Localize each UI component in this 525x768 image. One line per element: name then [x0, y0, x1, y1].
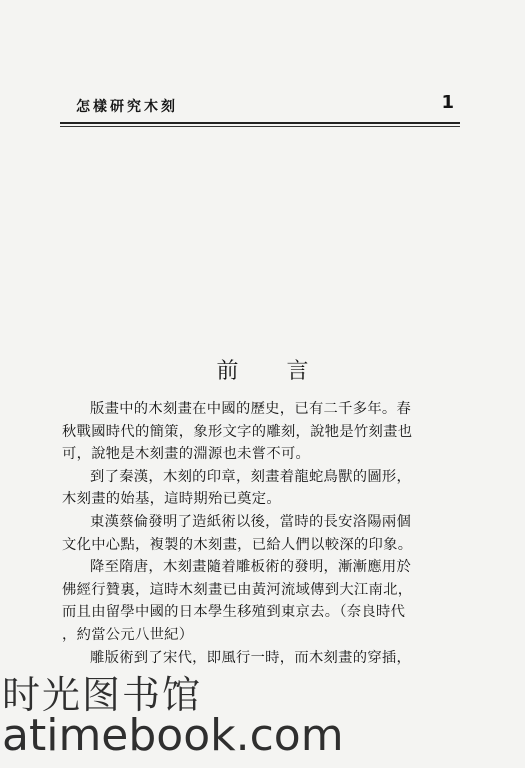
- paragraph-line: 可，說牠是木刻畫的淵源也未嘗不可。: [62, 446, 311, 463]
- paragraph-line: 版畫中的木刻畫在中國的歷史，已有二千多年。春: [90, 401, 412, 417]
- watermark-text: 时光图书馆: [2, 673, 203, 717]
- paragraph-line: 到了秦漢，木刻的印章，刻畫着龍蛇鳥獸的圖形，: [90, 468, 412, 485]
- paragraph-line: 雕版術到了宋代，即風行一時，而木刻畫的穿插，: [90, 649, 412, 666]
- paragraph-line: ，約當公元八世紀）: [62, 626, 194, 643]
- paragraph-line: 東漢蔡倫發明了造紙術以後，當時的長安洛陽兩個: [90, 513, 412, 530]
- running-header: [60, 92, 460, 122]
- running-header-title: 怎樣研究木刻: [76, 99, 178, 115]
- paragraph-line: 而且由留學中國的日本學生移殖到東京去。（奈良時代: [62, 604, 406, 621]
- header-rule-thin: [60, 126, 460, 127]
- paragraph-line: 佛經行贊裏，這時木刻畫已由黃河流域傳到大江南北，: [62, 581, 413, 598]
- watermark: [0, 662, 525, 768]
- paragraph-line: 文化中心點，複製的木刻畫，已給人們以較深的印象。: [62, 536, 413, 553]
- page-number: 1: [441, 92, 454, 113]
- watermark-url: atimebook.com: [2, 710, 344, 761]
- section-title: 前言: [216, 359, 357, 384]
- paragraph-line: 木刻畫的始基，這時期殆已奠定。: [62, 491, 281, 508]
- paragraph-line: 秋戰國時代的簡策，象形文字的雕刻，說牠是竹刻畫也: [62, 423, 413, 440]
- paragraph-line: 降至隋唐，木刻畫隨着雕板術的發明，漸漸應用於: [90, 559, 412, 576]
- body-text: [62, 398, 452, 669]
- header-rule: [60, 122, 460, 124]
